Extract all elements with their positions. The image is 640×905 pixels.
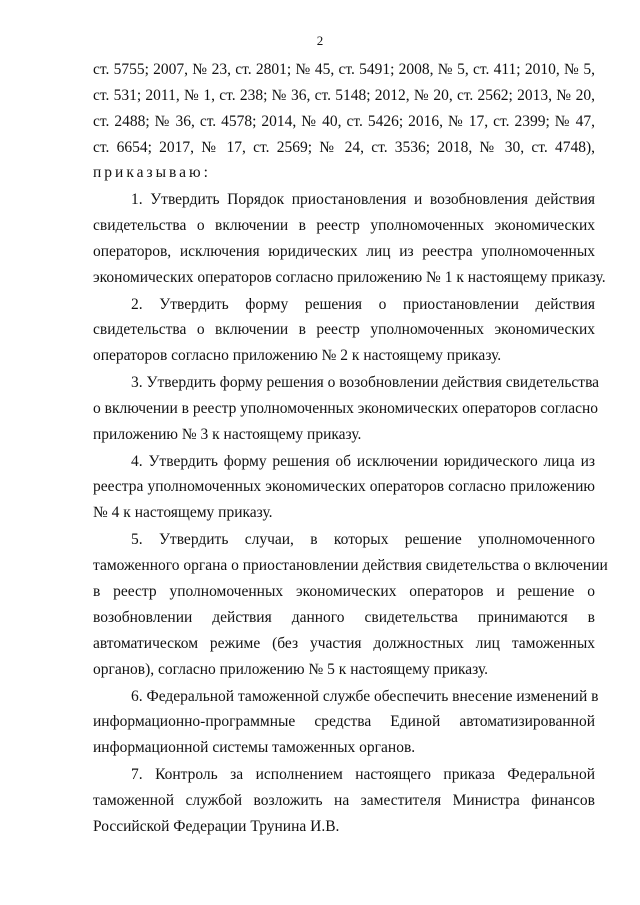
text-line: возобновлении действия данного свидетельства принимаются в: [93, 609, 595, 626]
text-line: Российской Федерации Трунина И.В.: [93, 818, 340, 835]
text-line: свидетельства о включении в реестр уполномоченных экономических: [93, 321, 595, 338]
text-line: приложению № 3 к настоящему приказу.: [93, 426, 362, 443]
text-line: экономических операторов согласно приложению № 1 к настоящему приказу.: [93, 269, 606, 286]
text-line: 5. Утвердить случаи, в которых решение уполномоченного: [131, 531, 595, 548]
text-line: ст. 5755; 2007, № 23, ст. 2801; № 45, ст. 5491; 2008, № 5, ст. 411; 2010, № 5,: [93, 61, 595, 78]
text-line: 4. Утвердить форму решения об исключении юридического лица из: [131, 453, 595, 470]
text-line: 7. Контроль за исполнением настоящего приказа Федеральной: [131, 766, 595, 783]
text-line: таможенного органа о приостановлении действия свидетельства о включении: [93, 557, 608, 574]
text-line: операторов, исключения юридических лиц из реестра уполномоченных: [93, 243, 595, 260]
text-line: в реестр уполномоченных экономических операторов и решение о: [93, 583, 595, 600]
text-line: свидетельства о включении в реестр уполномоченных экономических: [93, 217, 595, 234]
text-line: ст. 2488; № 36, ст. 4578; 2014, № 40, ст. 5426; 2016, № 17, ст. 2399; № 47,: [93, 113, 595, 130]
order-word: приказываю:: [93, 164, 211, 181]
text-line: операторов согласно приложению № 2 к настоящему приказу.: [93, 347, 502, 364]
text-line: автоматическом режиме (без участия должностных лиц таможенных: [93, 635, 595, 652]
text-line: 6. Федеральной таможенной службе обеспечить внесение изменений в: [131, 688, 599, 705]
text-line: ст. 6654; 2017, № 17, ст. 2569; № 24, ст. 3536; 2018, № 30, ст. 4748),: [93, 139, 595, 156]
text-line: № 4 к настоящему приказу.: [93, 504, 273, 521]
text-line: реестра уполномоченных экономических операторов согласно приложению: [93, 478, 595, 495]
page-number: 2: [316, 33, 324, 48]
text-line: 2. Утвердить форму решения о приостановлении действия: [131, 296, 595, 313]
text-line: 1. Утвердить Порядок приостановления и возобновления действия: [131, 191, 595, 208]
text-line: о включении в реестр уполномоченных экономических операторов согласно: [93, 400, 599, 417]
text-line: информационной системы таможенных органов.: [93, 739, 416, 756]
text-line: ст. 531; 2011, № 1, ст. 238; № 36, ст. 5148; 2012, № 20, ст. 2562; 2013, № 20,: [93, 87, 595, 104]
text-line: информационно-программные средства Единой автоматизированной: [93, 713, 595, 730]
text-line: 3. Утвердить форму решения о возобновлении действия свидетельства: [131, 374, 600, 391]
text-line: таможенной службой возложить на заместителя Министра финансов: [93, 792, 595, 809]
text-line: органов), согласно приложению № 5 к настоящему приказу.: [93, 661, 489, 678]
